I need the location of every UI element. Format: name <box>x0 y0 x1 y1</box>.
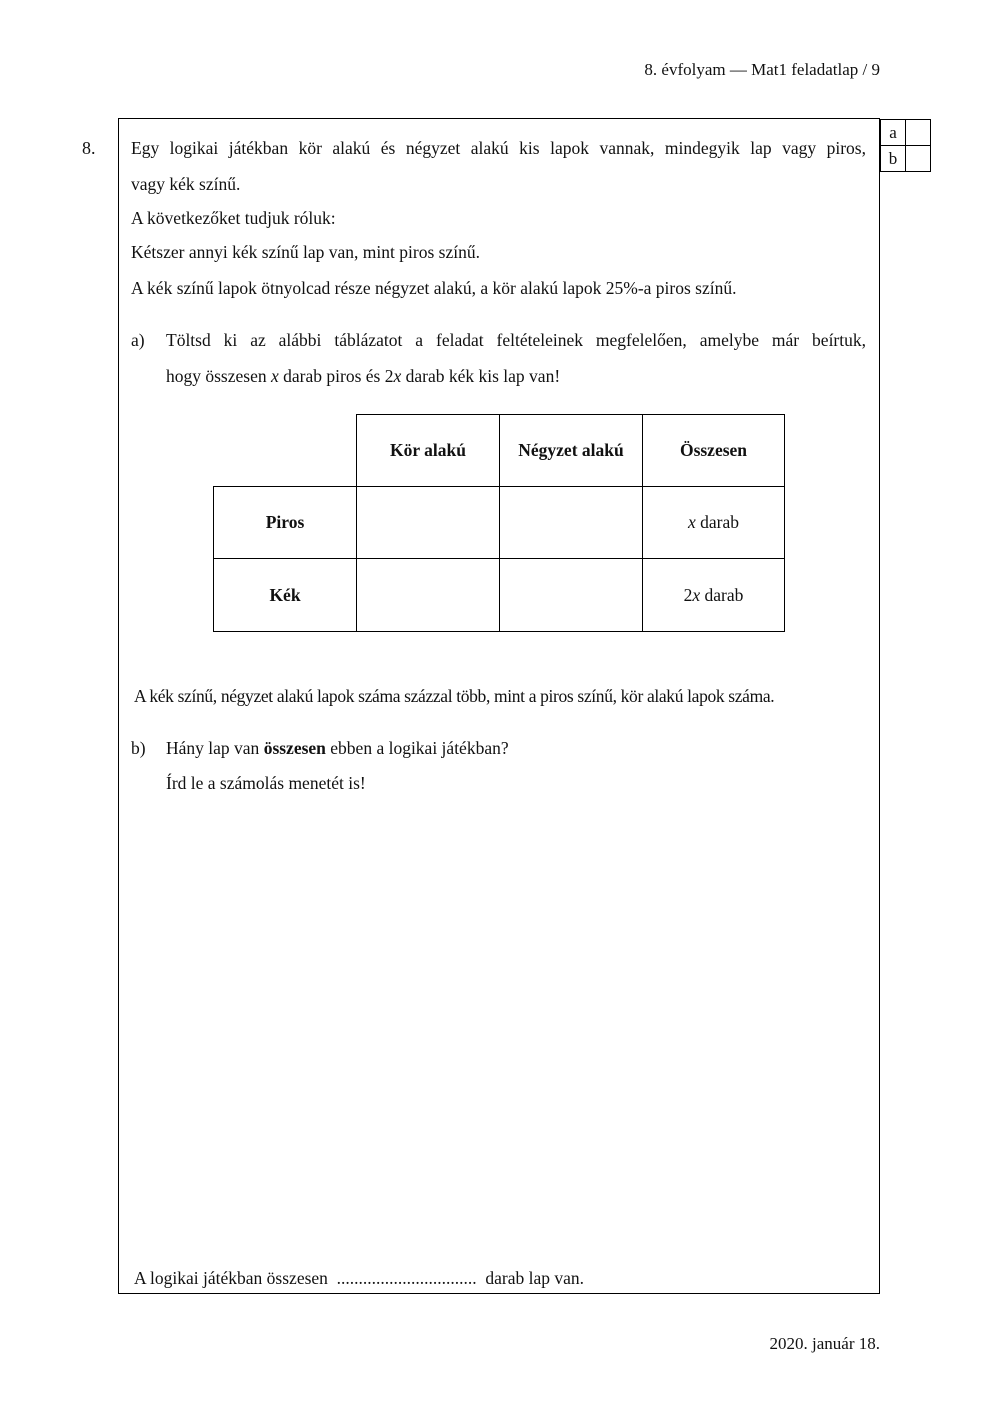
score-cell-a[interactable] <box>906 120 931 146</box>
col-header-square: Négyzet alakú <box>499 414 643 487</box>
score-table <box>880 119 931 172</box>
score-label-a: a <box>881 120 906 146</box>
page-footer-date: 2020. január 18. <box>769 1334 880 1353</box>
intro-line-2: vagy kék színű. <box>131 174 241 194</box>
col-header-total: Összesen <box>642 414 785 487</box>
part-a-line-1: Töltsd ki az alábbi táblázatot a feladat feltételeinek megfelelően, amelybe már beírtuk, <box>166 330 866 350</box>
cell-red-square[interactable] <box>499 486 643 559</box>
part-a-line-2: hogy összesen x darab piros és 2x darab kék kis lap van! <box>166 366 561 386</box>
part-b-label: b) <box>131 738 146 758</box>
intro-line-5: A kék színű lapok ötnyolcad része négyzet alakú, a kör alakú lapok 25%-a piros színű. <box>131 278 737 298</box>
cell-blue-total: 2 x darab <box>642 558 785 632</box>
part-b-line-1: Hány lap van összesen ebben a logikai játékban? <box>166 738 509 758</box>
question-number: 8. <box>82 138 96 158</box>
page-header: 8. évfolyam — Mat1 feladatlap / 9 <box>644 60 880 79</box>
intro-line-4: Kétszer annyi kék színű lap van, mint piros színű. <box>131 242 480 262</box>
score-cell-b[interactable] <box>906 146 931 172</box>
row-header-blue: Kék <box>213 558 357 632</box>
score-label-b: b <box>881 146 906 172</box>
cell-red-circle[interactable] <box>356 486 500 559</box>
condition-text: A kék színű, négyzet alakú lapok száma százzal több, mint a piros színű, kör alakú lapok száma. <box>134 686 775 706</box>
intro-line-3: A következőket tudjuk róluk: <box>131 208 336 228</box>
answer-line[interactable]: A logikai játékban összesen ................................ darab lap van. <box>134 1268 585 1288</box>
cell-red-total: x darab <box>642 486 785 559</box>
fill-in-table <box>213 414 785 632</box>
cell-blue-circle[interactable] <box>356 558 500 632</box>
cell-blue-square[interactable] <box>499 558 643 632</box>
row-header-red: Piros <box>213 486 357 559</box>
part-a-label: a) <box>131 330 145 350</box>
intro-line-1: Egy logikai játékban kör alakú és négyzet alakú kis lapok vannak, mindegyik lap vagy piros, <box>131 138 866 158</box>
col-header-circle: Kör alakú <box>356 414 500 487</box>
part-b-line-2: Írd le a számolás menetét is! <box>166 773 366 793</box>
work-area[interactable] <box>122 800 874 1250</box>
